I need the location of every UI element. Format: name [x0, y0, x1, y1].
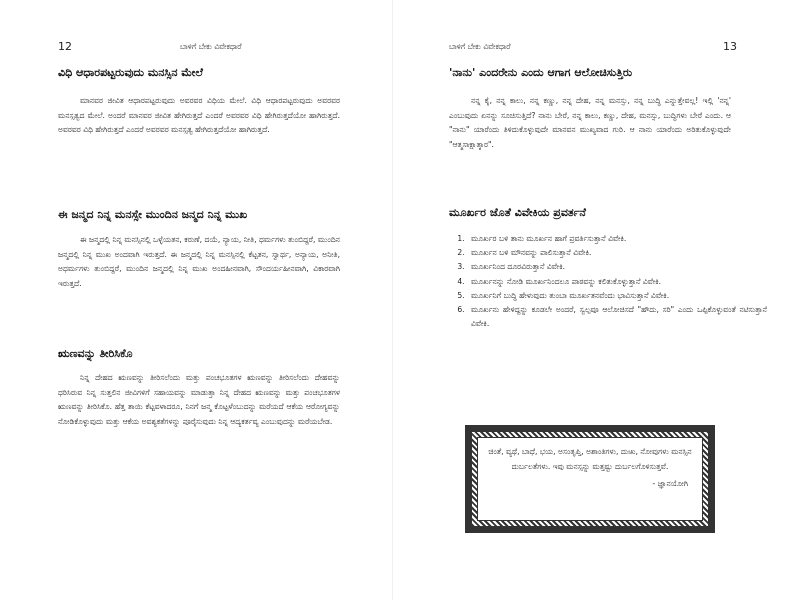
- page-number-left: 12: [58, 40, 72, 53]
- list-item: 1. ಮೂರ್ಖರ ಬಳಿ ತಾನು ಮೂರ್ಖನ ಹಾಗೆ ಪ್ರವರ್ತಿಸುತ್ತಾನೆ ವಿವೇಕಿ.: [467, 232, 767, 246]
- list-item: 2. ಮೂರ್ಖನ ಬಳಿ ಮೌನವನ್ನು ಪಾಲಿಸುತ್ತಾನೆ ವಿವೇಕಿ.: [467, 246, 767, 260]
- quote-author: - ಜ್ಞಾನಯೋಗಿ: [652, 479, 688, 488]
- section-heading-debt: ಋಣವನ್ನು ತೀರಿಸಿಕೊ: [58, 347, 133, 360]
- section-body-debt-text: ನಿನ್ನ ದೇಹದ ಋಣವನ್ನು ತೀರಿಸಲೆಂದು ಮತ್ತು ಪಂಚಭೂತಗಳ ಋಣವನ್ನು ತೀರಿಸಲೆಂದು ದೇಹವನ್ನು ಧರಿಸಿರುವ ನಿನ್ನ ಸುತ್ತಲಿನ ಜೀವಿಗಳಿಗೆ ಸಹಾಯವನ್ನು ಮಾಡುತ್ತಾ ನಿನ್ನ ದೇಹದ ಋಣವನ್ನು ಮತ್ತು ಪಂಚಭೂತಗಳ ಋಣವನ್ನು ತೀರಿಸಿಕೊ. ಹೆತ್ತ ತಾಯಿ ಕೆಟ್ಟವಳಾದರೂ, ನಿನಗೆ ಜನ್ಮ ಕೊಟ್ಟಳೆಂಬುದನ್ನು ಮರೆಯದೆ ಆಕೆಯ ಆರೋಗ್ಯವನ್ನು ನೋಡಿಕೊಳ್ಳುವುದು ಮತ್ತು ಆಕೆಯ ಅವಶ್ಯಕತೆಗಳನ್ನು ಪೂರೈಸುವುದು ನಿನ್ನ ಆದ್ಯಕರ್ತವ್ಯ ಎಂಬುವುದನ್ನು ಮರೆಯಬೇಡ.: [58, 373, 340, 426]
- list-item: 3. ಮೂರ್ಖನಿಂದ ದೂರವಿರುತ್ತಾನೆ ವಿವೇಕಿ.: [467, 260, 767, 274]
- section-body-face-text: ಈ ಜನ್ಮದಲ್ಲಿ ನಿನ್ನ ಮನಸ್ಸಿನಲ್ಲಿ ಒಳ್ಳೆಯತನ, ಕರುಣೆ, ದಯೆ, ನ್ಯಾಯ, ನೀತಿ, ಧರ್ಮಗಳು ತುಂಬಿದ್ದರೆ, ಮುಂದಿನ ಜನ್ಮದಲ್ಲಿ ನಿನ್ನ ಮುಖ ಅಂದವಾಗಿ ಇರುತ್ತದೆ. ಈ ಜನ್ಮದಲ್ಲಿ ನಿನ್ನ ಮನಸ್ಸಿನಲ್ಲಿ ಕೆಟ್ಟತನ, ಸ್ವಾರ್ಥ, ಅನ್ಯಾಯ, ಅನೀತಿ, ಅಧರ್ಮಗಳು ತುಂಬಿದ್ದರೆ, ಮುಂದಿನ ಜನ್ಮದಲ್ಲಿ ನಿನ್ನ ಮುಖ ಅಂದಹೀನವಾಗಿ, ಸೌಂದರ್ಯಹೀನವಾಗಿ, ವಿಕಾರವಾಗಿ ಇರುತ್ತದೆ.: [58, 235, 340, 288]
- section-body-self: [449, 94, 731, 152]
- quote-inner: [477, 437, 703, 521]
- section-body-debt: [58, 371, 340, 429]
- list-item: 4. ಮೂರ್ಖನನ್ನು ನೋಡಿ ಮೂರ್ಖನಿಂದಲೂ ಪಾಠವನ್ನು ಕಲಿತುಕೊಳ್ಳುತ್ತಾನೆ ವಿವೇಕಿ.: [467, 275, 767, 289]
- quote-box: [465, 425, 715, 533]
- section-heading-wise: ಮೂರ್ಖರ ಜೊತೆ ವಿವೇಕಿಯ ಪ್ರವರ್ತನೆ: [449, 206, 586, 219]
- section-heading-self: 'ನಾನು' ಎಂದರೇನು ಎಂದು ಆಗಾಗ ಆಲೋಚಿಸುತ್ತಿರು: [449, 66, 633, 79]
- wise-conduct-list: [445, 232, 767, 331]
- section-heading-face: ಈ ಜನ್ಮದ ನಿನ್ನ ಮನಸ್ಸೇ ಮುಂದಿನ ಜನ್ಮದ ನಿನ್ನ ಮುಖ: [58, 208, 248, 221]
- right-page: [393, 0, 786, 600]
- section-body-face: [58, 233, 340, 291]
- running-head-right: ಬಾಳಿಗೆ ಬೇಕು ವಿವೇಕಧಾರೆ: [449, 42, 511, 51]
- page-number-right: 13: [723, 40, 737, 53]
- quote-text: ಚಿಂತೆ, ವ್ಯಥೆ, ಬಾಧೆ, ಭಯ, ಅಸಂತೃಪ್ತಿ, ಅಶಾಂತಿಗಳು, ದುಃಖ, ನೋವುಗಳು ಮನಸ್ಸಿನ ದುರ್ಬಲತೆಗಳು. ಇವು ಮನಸ್ಸನ್ನು ಮತ್ತಷ್ಟು ದುರ್ಬಲಗೊಳಿಸುತ್ತವೆ.: [488, 447, 692, 471]
- section-heading-destiny: ವಿಧಿ ಆಧಾರಪಟ್ಟರುವುದು ಮನಸ್ಸಿನ ಮೇಲೆ: [58, 66, 203, 79]
- section-body-destiny-text: ಮಾನವರ ಜೀವಿತ ಆಧಾರಪಟ್ಟರುವುದು ಅವರವರ ವಿಧಿಯ ಮೇಲೆ. ವಿಧಿ ಆಧಾರಪಟ್ಟರುವುದು ಅವರವರ ಮನಸ್ಸತ್ವದ ಮೇಲೆ. ಅಂದರೆ ಮಾನವರ ಜೀವಿತ ಹೇಗಿರುತ್ತದೆ ಎಂದರೆ ಅವರವರ ವಿಧಿ ಹೇಗಿರುತ್ತದೆಯೋ ಹಾಗಿರುತ್ತದೆ. ಅವರವರ ವಿಧಿ ಹೇಗಿರುತ್ತದೆ ಎಂದರೆ ಅವರವರ ಮನಸ್ಸತ್ವ ಹೇಗಿರುತ್ತದೆಯೋ ಹಾಗಿರುತ್ತದೆ.: [58, 96, 340, 135]
- section-body-self-text: ನನ್ನ ಕೈ, ನನ್ನ ಕಾಲು, ನನ್ನ ಕಣ್ಣು, ನನ್ನ ದೇಹ, ನನ್ನ ಮನಸ್ಸು, ನನ್ನ ಬುದ್ಧಿ ಎನ್ನುತ್ತೇವಲ್ಲ! ಇಲ್ಲಿ 'ನನ್ನ' ಎಂಬುವುದು ಏನನ್ನು ಸೂಚಿಸುತ್ತಿದೆ? ನಾನು ಬೇರೆ, ನನ್ನ ಕಾಲು, ಕಣ್ಣು, ದೇಹ, ಮನಸ್ಸು, ಬುದ್ಧಿಗಳು ಬೇರೆ ಎಂದು. ಆ "ನಾನು" ಯಾರೆಂದು ತಿಳಿದುಕೊಳ್ಳುವುದೇ ಮಾನವನ ಮುಖ್ಯವಾದ ಗುರಿ. ಆ ನಾನು ಯಾರೆಂದು ಅರಿತುಕೊಳ್ಳುವುದೇ "ಆತ್ಮಸಾಕ್ಷಾತ್ಕಾರ".: [449, 96, 731, 149]
- section-body-destiny: [58, 94, 340, 138]
- list-item: 6. ಮೂರ್ಖನು ಹೇಳಿದ್ದನ್ನು ಕೂಡಲೇ ಅಂದರೆ, ಸ್ವಲ್ಪವೂ ಆಲೋಚಿಸದೆ "ಹೌದು, ಸರಿ" ಎಂದು ಒಪ್ಪಿಕೊಳ್ಳುವಂತೆ ನಟಿಸುತ್ತಾನೆ ವಿವೇಕಿ.: [467, 303, 767, 331]
- list-item: 5. ಮೂರ್ಖನಿಗೆ ಬುದ್ಧಿ ಹೇಳುವುದು ತುಂಬಾ ಮೂರ್ಖತನವೆಂದು ಭಾವಿಸುತ್ತಾನೆ ವಿವೇಕಿ.: [467, 289, 767, 303]
- running-head-left: ಬಾಳಿಗೆ ಬೇಕು ವಿವೇಕಧಾರೆ: [180, 42, 242, 51]
